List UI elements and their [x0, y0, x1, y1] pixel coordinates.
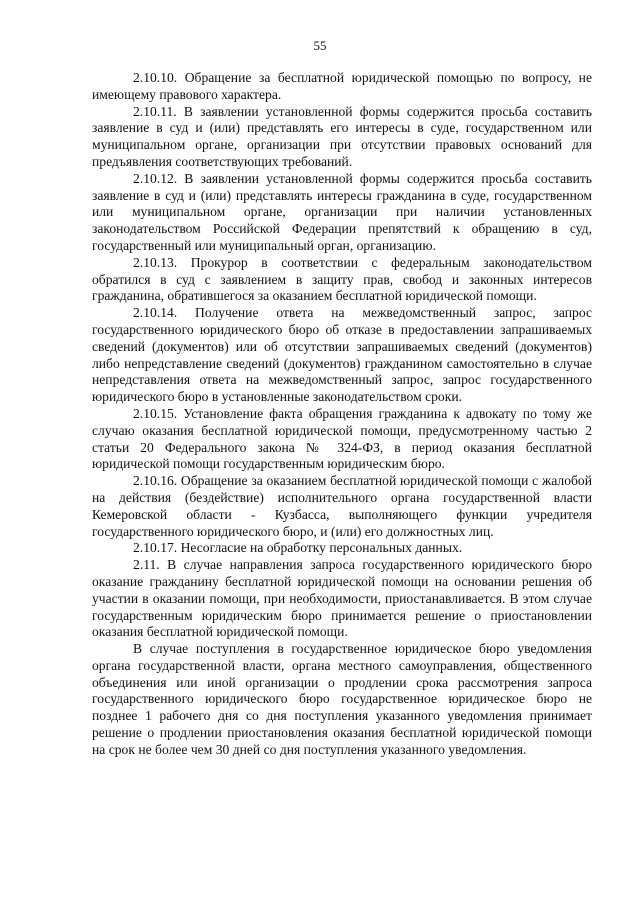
paragraph-2-10-10: 2.10.10. Обращение за бесплатной юридической помощью по вопросу, не имеющему правового характера.	[92, 70, 592, 102]
paragraph-2-10-17: 2.10.17. Несогласие на обработку персональных данных.	[133, 540, 463, 556]
paragraph-2-10-16: 2.10.16. Обращение за оказанием бесплатной юридической помощи с жалобой на действия (бездействие) исполнительного органа государственной власти Кемеровской области - Кузбасса, выполняющего функции учредителя государственного юридического бюро, и (или) его должностных лиц.	[92, 473, 592, 539]
paragraph-2-11: 2.11. В случае направления запроса государственного юридического бюро оказание гражданину бесплатной юридической помощи на основании решения об участии в оказании помощи, при необходимости, приостанавливается. В этом случае государственным юридическим бюро принимается решение о приостановлении оказания бесплатной юридической помощи.	[92, 557, 592, 640]
document-body	[92, 70, 592, 759]
paragraph-2-10-15: 2.10.15. Установление факта обращения гражданина к адвокату по тому же случаю оказания бесплатной юридической помощи, предусмотренному частью 2 статьи 20 Федерального закона № 324-ФЗ, в период оказания бесплатной юридической помощи государственным юридическим бюро.	[92, 405, 592, 472]
paragraph-2-10-12: 2.10.12. В заявлении установленной формы содержится просьба составить заявление в суд и (или) представлять интересы гражданина в суде, государственном или муниципальном органе, организации при наличии установленных законодательством Российской Федерации препятствий к обращению в суд, государственный или муниципальный орган, организацию.	[92, 170, 592, 253]
paragraph-2-10-13: 2.10.13. Прокурор в соответствии с федеральным законодательством обратился в суд с заявлением в защиту прав, свобод и законных интересов гражданина, обратившегося за оказанием бесплатной юридической помощи.	[92, 254, 592, 304]
paragraph-extension-notice: В случае поступления в государственное юридическое бюро уведомления органа государственной власти, органа местного самоуправления, общественного объединения или иной организации о продлении срока рассмотрения запроса государственного юридического бюро государственное юридическое бюро не позднее 1 рабочего дня со дня поступления указанного уведомления принимает решение о продлении приостановления оказания бесплатной юридической помощи на срок не более чем 30 дней со дня поступления указанного уведомления.	[92, 641, 592, 757]
page-number: 55	[313, 38, 327, 53]
paragraph-2-10-11: 2.10.11. В заявлении установленной формы содержится просьба составить заявление в суд и (или) представлять его интересы в суде, государственном или муниципальном органе, организации при отсутствии правовых оснований для предъявления соответствующих требований.	[92, 103, 592, 169]
paragraph-2-10-14: 2.10.14. Получение ответа на межведомственный запрос, запрос государственного юридического бюро об отказе в предоставлении запрашиваемых сведений (документов) или об отсутствии запрашиваемых сведений (документов) либо непредставление сведений (документов) гражданином самостоятельно в случае непредставления ответа на межведомственный запрос, запрос государственного юридического бюро в установленные законодательством сроки.	[92, 305, 592, 405]
